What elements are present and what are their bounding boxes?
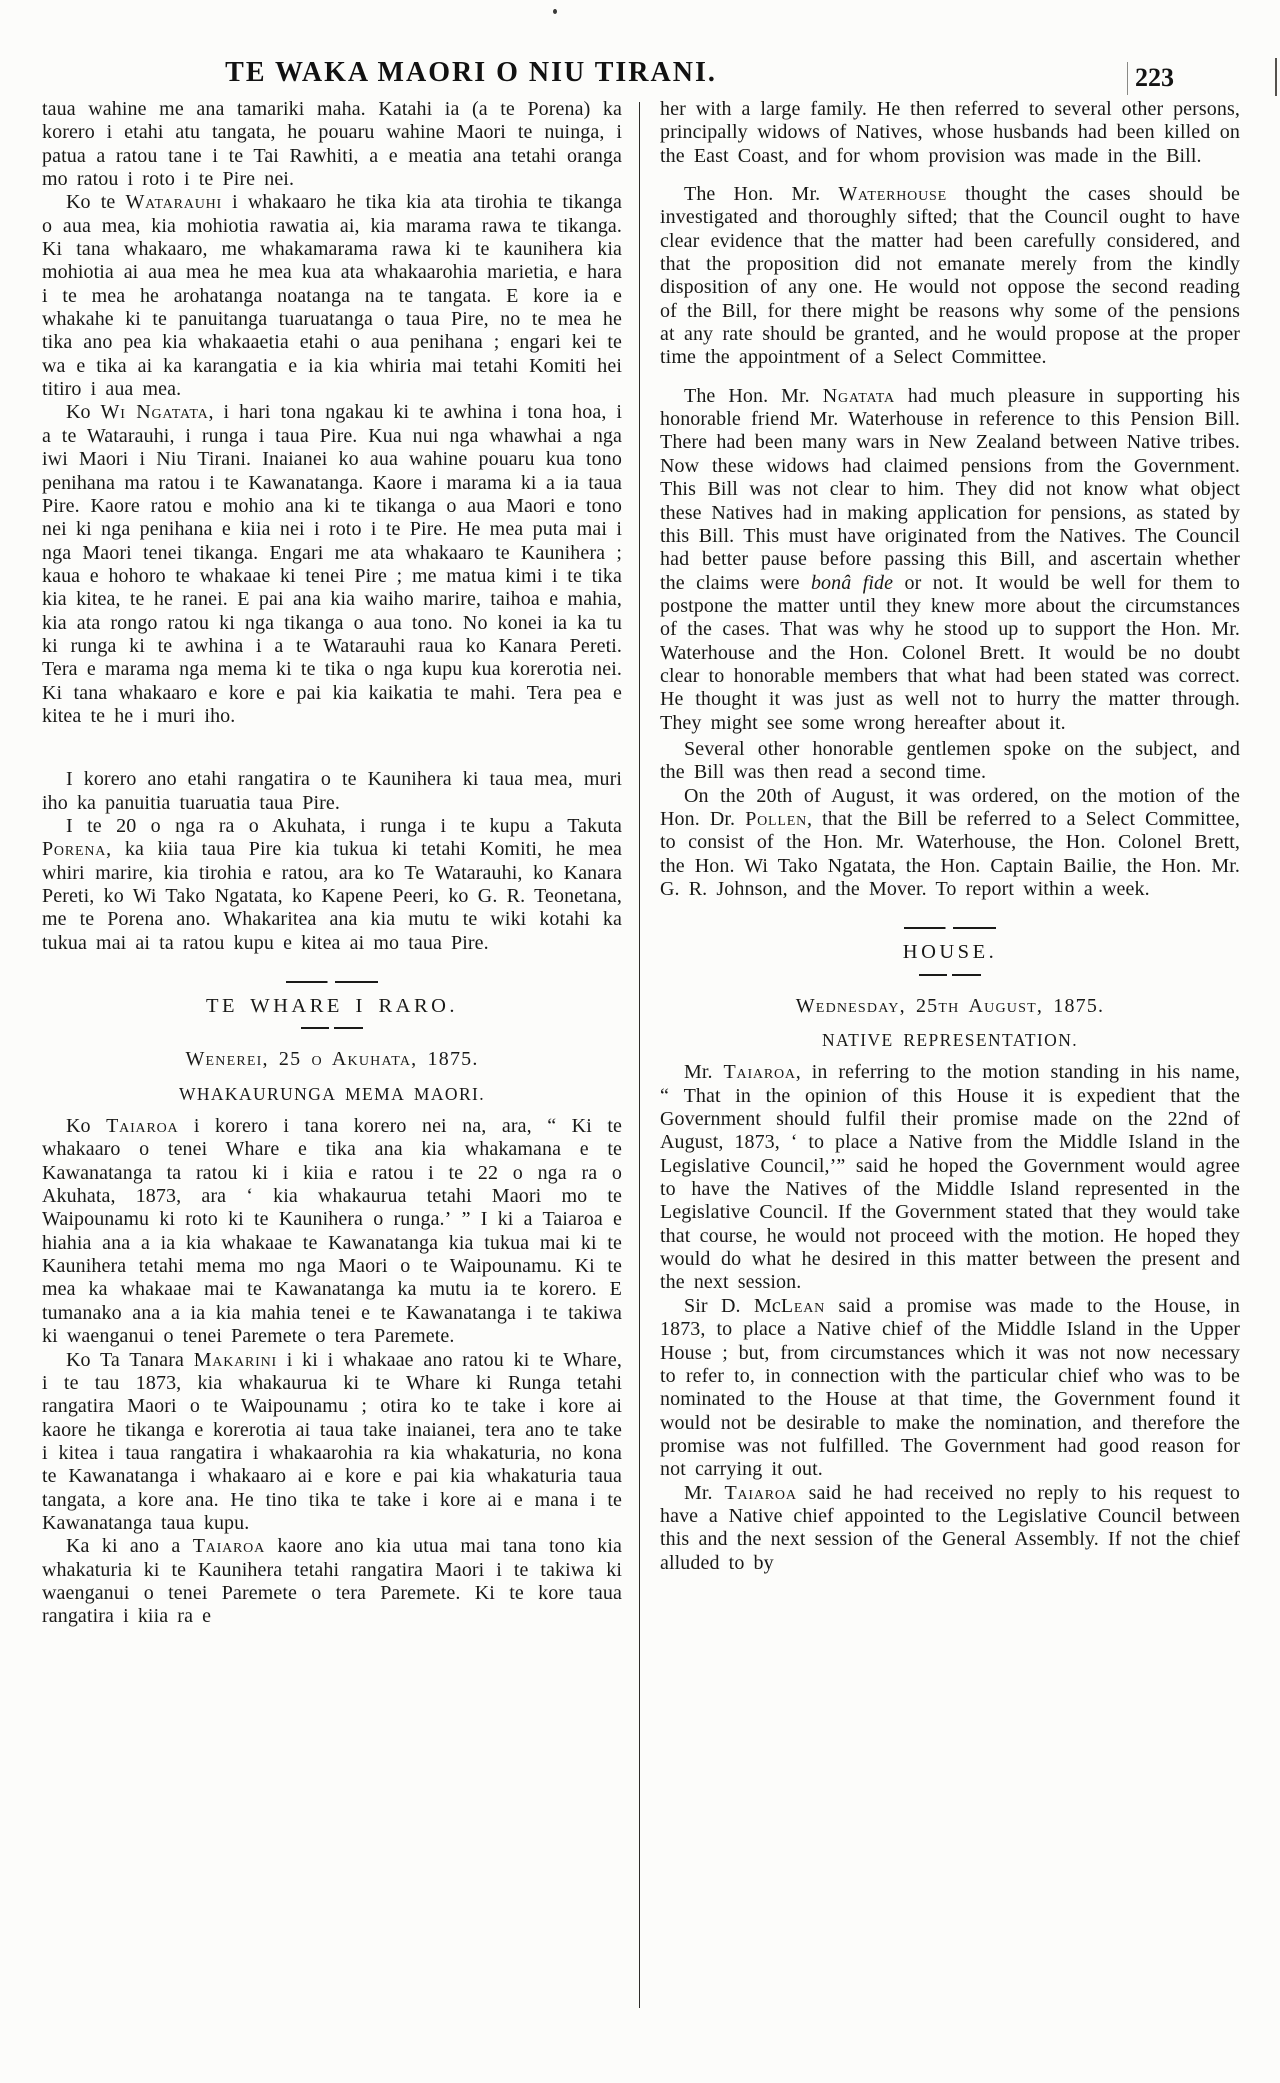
divider-rule — [301, 1027, 363, 1029]
left-column — [42, 98, 622, 1629]
speaker-name: Porena — [42, 838, 107, 861]
paragraph: Sir D. McLean said a promise was made to the House, in 1873, to place a Native chief of the Middle Island in the Upper House ; but, from circumstances which it was not now necessary to refer to, in connection with the particular chief who was to be nominated to the House at that time, the Government found it would not be desirable to make the nomination, and therefore the promise was not fulfilled. The Government had good reason for not carrying it out. — [660, 1294, 1240, 1481]
right-column — [660, 98, 1240, 1575]
speaker-name: Taiaroa — [724, 1481, 797, 1504]
paragraph: Ko Ta Tanara Makarini i ki i whakaae ano ratou ki te Whare, i te tau 1873, kia whakaurua ki te Whare ki Runga tetahi rangatira Maori o te Waipounamu ; otira ko te take i kore ai kaore he tikanga e korerotia ai taua take inaianei, tera ano te take i kitea i taua rangatira i whakaarohia ra kia whakaturia, no kona te Kawanatanga i whakaaro ai e kore e pai kia whakaturia taua tangata, a kore ana. He tino tika te take i kore ai e mana i te Kawanatanga taua kupu. — [42, 1348, 622, 1534]
paragraph: Mr. Taiaroa said he had received no reply to his request to have a Native chief appointed to the Legislative Council between this and the next session of the General Assembly. If not the chief alluded to by — [660, 1481, 1240, 1574]
speaker-name: Watarauhi — [125, 191, 222, 214]
section-heading: TE WHARE I RARO. — [205, 995, 459, 1018]
paragraph: her with a large family. He then referred to several other persons, principally widows of Natives, whose husbands had been killed on the East Coast, and for whom provision was made in the Bill. — [660, 98, 1240, 167]
speaker-name: Waterhouse — [838, 183, 947, 206]
paragraph: Several other honorable gentlemen spoke on the subject, and the Bill was then read a second time. — [660, 737, 1240, 784]
ink-speck — [553, 9, 557, 14]
divider-rule — [919, 974, 981, 976]
speaker-name: Ngatata — [822, 384, 895, 407]
newspaper-title: TE WAKA MAORI O NIU TIRANI. — [225, 57, 717, 88]
paragraph: I te 20 o nga ra o Akuhata, i runga i te kupu a Takuta Porena, ka kiia taua Pire kia tukua ki tetahi Komiti, he mea whiri marire, kia tirohia e ratou, ara ko Te Watarauhi, ko Kanara Pereti, ko Wi Tako Ngatata, ko Kapene Peeri, ko G. R. Teonetana, me te Porena ano. Whakaritea ana kia mutu te wiki kotahi ka tukua mai ai ta ratou kupu e kitea ai mo taua Pire. — [42, 814, 622, 954]
paragraph: Mr. Taiaroa, in referring to the motion standing in his name, “ That in the opinion of this House it is expedient that the Government should fulfil their promise made on the 22nd of August, 1873, ‘ to place a Native from the Middle Island in the Legislative Council,’” said he hoped the Government would agree to have the Natives of the Middle Island represented in the Legislative Council. If the Government stated that they would take that course, he would not proceed with the motion. He hoped they would do what he desired in this matter between the present and the next session. — [660, 1061, 1240, 1294]
paragraph: The Hon. Mr. Ngatata had much pleasure in supporting his honorable friend Mr. Waterhouse in reference to this Pension Bill. There had been many wars in New Zealand between Native tribes. Now these widows had claimed pensions from the Government. This Bill was not clear to him. They did not know what object these Natives had in making application for pensions, as stated by this Bill. This must have originated from the Natives. The Council had better pause before passing this Bill, and ascertain whether the claims were bonâ fide or not. It would be well for them to postpone the matter until they knew more about the circumstances of the cases. That was why he stood up to support the Hon. Mr. Waterhouse and the Hon. Colonel Brett. It would be no doubt clear to honorable members that what had been stated was correct. He thought it was just as well not to hurry the matter through. They might see some wrong hereafter about it. — [660, 384, 1241, 734]
speaker-name: Makarini — [193, 1348, 278, 1371]
divider-rule — [904, 927, 996, 929]
column-divider-rule — [639, 102, 640, 2008]
divider-rule — [286, 981, 378, 983]
paragraph: Ka ki ano a Taiaroa kaore ano kia utua mai tana tono kia whakaturia ki te Kaunihera tetahi rangatira Maori i te takiwa ki waenganui o tenei Paremete o tera Paremete. Ki te kore taua rangatira i kiia ra e — [42, 1535, 622, 1628]
section-heading: HOUSE. — [902, 941, 998, 964]
speaker-name: Pollen — [745, 807, 807, 830]
emphasis-text: bonâ fide — [810, 571, 894, 594]
paragraph: taua wahine me ana tamariki maha. Katahi ia (a te Porena) ka korero i etahi atu tangata, he pouaru wahine Maori te nuinga, i patua a ratou tane i te Tai Rawhiti, a e meatia ana tetahi oranga mo ratou i roto i te Pire nei. — [42, 98, 622, 191]
speaker-name: Taiaroa — [106, 1115, 179, 1138]
sub-heading: NATIVE REPRESENTATION. — [821, 1030, 1079, 1051]
speaker-name: Wi Ngatata — [100, 401, 209, 424]
paragraph: Ko Wi Ngatata, i hari tona ngakau ki te awhina i tona hoa, i a te Watarauhi, i runga i taua Pire. Kua nui nga whawhai a nga iwi Maori i Niu Tirani. Inaianei ko aua wahine pouaru kua tono penihana ma ratou i te Kawanatanga. Kaore i marama ki a ia taua Pire. Kaore ratou e mohio ana ki te tikanga o aua Maori e tono nei ki nga penihana e kiia nei i roto i te Pire. He mea puta mai i nga Maori tenei tikanga. Engari me ata whakaaro te Kaunihera ; kaua e hohoro te whakaae ki tenei Pire ; me matua kimi i te tika kia kitea, te he ranei. E pai ana kia waiho marire, taihoa e mahia, kia ata rongo ratou ki nga tikanga o aua tono. No konei ia ka tu ki runga ki te awhina i a te Watarauhi raua ko Kanara Pereti. Tera e marama nga mema ki te tika o nga kupu kua korerotia nei. Ki tana whakaaro e kore e pai kia kaikatia te mahi. Tera pea e kitea te he i muri iho. — [42, 401, 622, 727]
speaker-name: Taiaroa — [723, 1061, 796, 1084]
paragraph: I korero ano etahi rangatira o te Kaunihera ki taua mea, muri iho ka panuitia tuaruatia taua Pire. — [42, 768, 622, 814]
paragraph: On the 20th of August, it was ordered, on the motion of the Hon. Dr. Pollen, that the Bill be referred to a Select Committee, to consist of the Hon. Mr. Waterhouse, the Hon. Colonel Brett, the Hon. Wi Tako Ngatata, the Hon. Captain Bailie, the Hon. Mr. G. R. Johnson, and the Mover. To report within a week. — [660, 784, 1241, 900]
date-heading: Wednesday, 25th August, 1875. — [795, 994, 1105, 1017]
speaker-name: Lean — [780, 1294, 826, 1317]
paragraph: Ko Taiaroa i korero i tana korero nei na, ara, “ Ki te whakaaro o tenei Whare e tika ana kia whakamana e te Kawanatanga ta ratou ki i kiia e ratou i te 22 o nga ra o Akuhata, 1873, ara ‘ kia whakaurua tetahi Maori mo te Waipounamu ki roto ki te Kaunihera o runga.’ ” I ki a Taiaroa e hiahia ana a ia kia whakaae te Kawanatanga kia tukua mai ki te Kaunihera tetahi mema mo nga Maori o te Waipounamu. Ki te mea ka whakaae mai te Kawanatanga ka mutu ia te korero. E tumanako ana a ia kia mahia tenei e te Kawanatanga i te takiwa ki waenganui o tenei Paremete o tera Paremete. — [42, 1115, 622, 1348]
paragraph: The Hon. Mr. Waterhouse thought the cases should be investigated and thoroughly sifted; that the Council ought to have clear evidence that the matter had been carefully considered, and that the proposition did not emanate merely from the kindly disposition of any one. He would not oppose the second reading of the Bill, for there might be reasons why some of the pensions at any rate should be granted, and he would propose at the proper time the appointment of a Select Committee. — [660, 183, 1240, 369]
speaker-name: Taiaroa — [192, 1535, 266, 1558]
paragraph: Ko te Watarauhi i whakaaro he tika kia ata tirohia te tikanga o aua mea, kia mohiotia rawatia ai, kia marama rawa te tikanga. Ki tana whakaaro, me whakamarama rawa ki te kaunihera kia mohiotia ai aua mea he mea kua ata whakaarohia marietia, e hara i te mea he arohatanga noatanga na te tangata. E kore ia e whakahe ki te panuitanga tuaruatanga o taua Pire, no te mea he tika ano pea kia whakaaetia etahi o aua penihana ; engari kei te wa e tika ai ka karangatia e ia kia whiria mai tetahi Komiti hei titiro i aua mea. — [42, 191, 622, 401]
page-edge-mark — [1275, 58, 1277, 96]
sub-heading: WHAKAURUNGA MEMA MAORI. — [178, 1083, 486, 1104]
date-heading: Wenerei, 25 o Akuhata, 1875. — [185, 1048, 479, 1071]
page-number: 223 — [1127, 62, 1174, 95]
